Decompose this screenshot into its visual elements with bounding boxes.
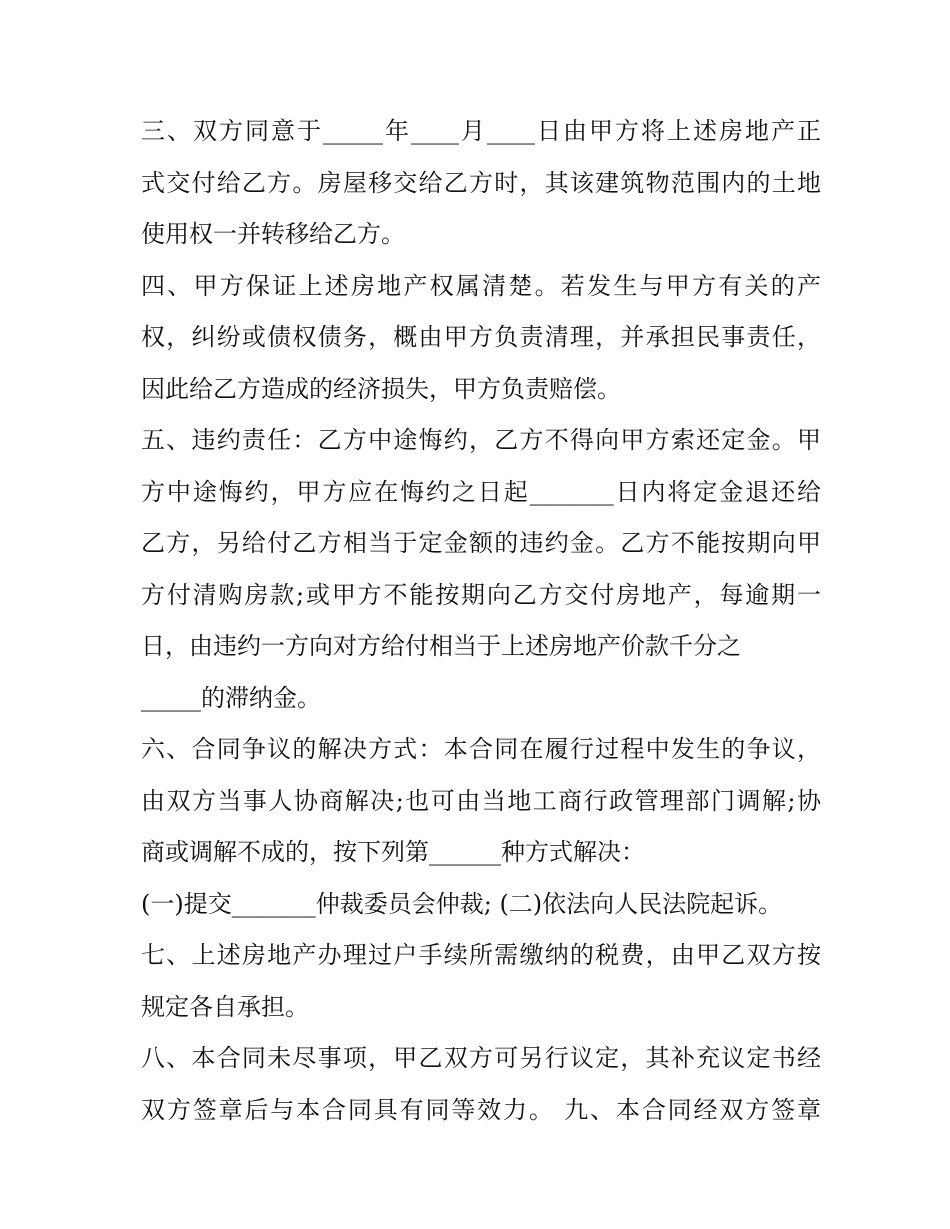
text-line: 规定各自承担。: [141, 992, 309, 1021]
clause-6-paragraph: [141, 724, 821, 930]
clause-3-paragraph: [141, 106, 821, 261]
text-line: (一)提交_______仲裁委员会仲裁; (二)依法向人民法院起诉。: [141, 889, 783, 918]
text-line: 由双方当事人协商解决;也可由当地工商行政管理部门调解;协: [141, 786, 821, 815]
clause-7-paragraph: [141, 930, 821, 1033]
text-line: 日，由违约一方向对方给付相当于上述房地产价款千分之: [141, 632, 741, 660]
text-line: 方中途悔约，甲方应在悔约之日起_______日内将定金退还给: [141, 477, 821, 506]
text-line: 七、上述房地产办理过户手续所需缴纳的税费，由甲乙双方按: [141, 941, 821, 969]
text-line: 因此给乙方造成的经济损失，甲方负责赔偿。: [141, 374, 621, 403]
text-line: _____的滞纳金。: [141, 683, 321, 712]
text-line: 三、双方同意于_____年____月____日由甲方将上述房地产正: [141, 117, 821, 145]
document-body: [141, 106, 821, 1136]
text-line: 双方签章后与本合同具有同等效力。 九、本合同经双方签章: [141, 1095, 821, 1124]
clause-5-paragraph: [141, 415, 821, 724]
text-line: 方付清购房款;或甲方不能按期向乙方交付房地产，每逾期一: [141, 580, 821, 609]
text-line: 使用权一并转移给乙方。: [141, 220, 405, 248]
clause-8-paragraph: [141, 1033, 821, 1136]
text-line: 权，纠纷或债权债务，概由甲方负责清理，并承担民事责任，: [141, 323, 821, 351]
text-line: 式交付给乙方。房屋移交给乙方时，其该建筑物范围内的土地: [141, 168, 821, 197]
text-line: 四、甲方保证上述房地产权属清楚。若发生与甲方有关的产: [141, 271, 821, 300]
text-line: 乙方，另给付乙方相当于定金额的违约金。乙方不能按期向甲: [141, 529, 821, 557]
text-line: 八、本合同未尽事项，甲乙双方可另行议定，其补充议定书经: [141, 1044, 821, 1072]
text-line: 商或调解不成的，按下列第______种方式解决：: [141, 838, 645, 866]
text-line: 六、合同争议的解决方式：本合同在履行过程中发生的争议，: [141, 735, 821, 763]
clause-4-paragraph: [141, 261, 821, 416]
text-line: 五、违约责任：乙方中途悔约，乙方不得向甲方索还定金。甲: [141, 426, 821, 454]
